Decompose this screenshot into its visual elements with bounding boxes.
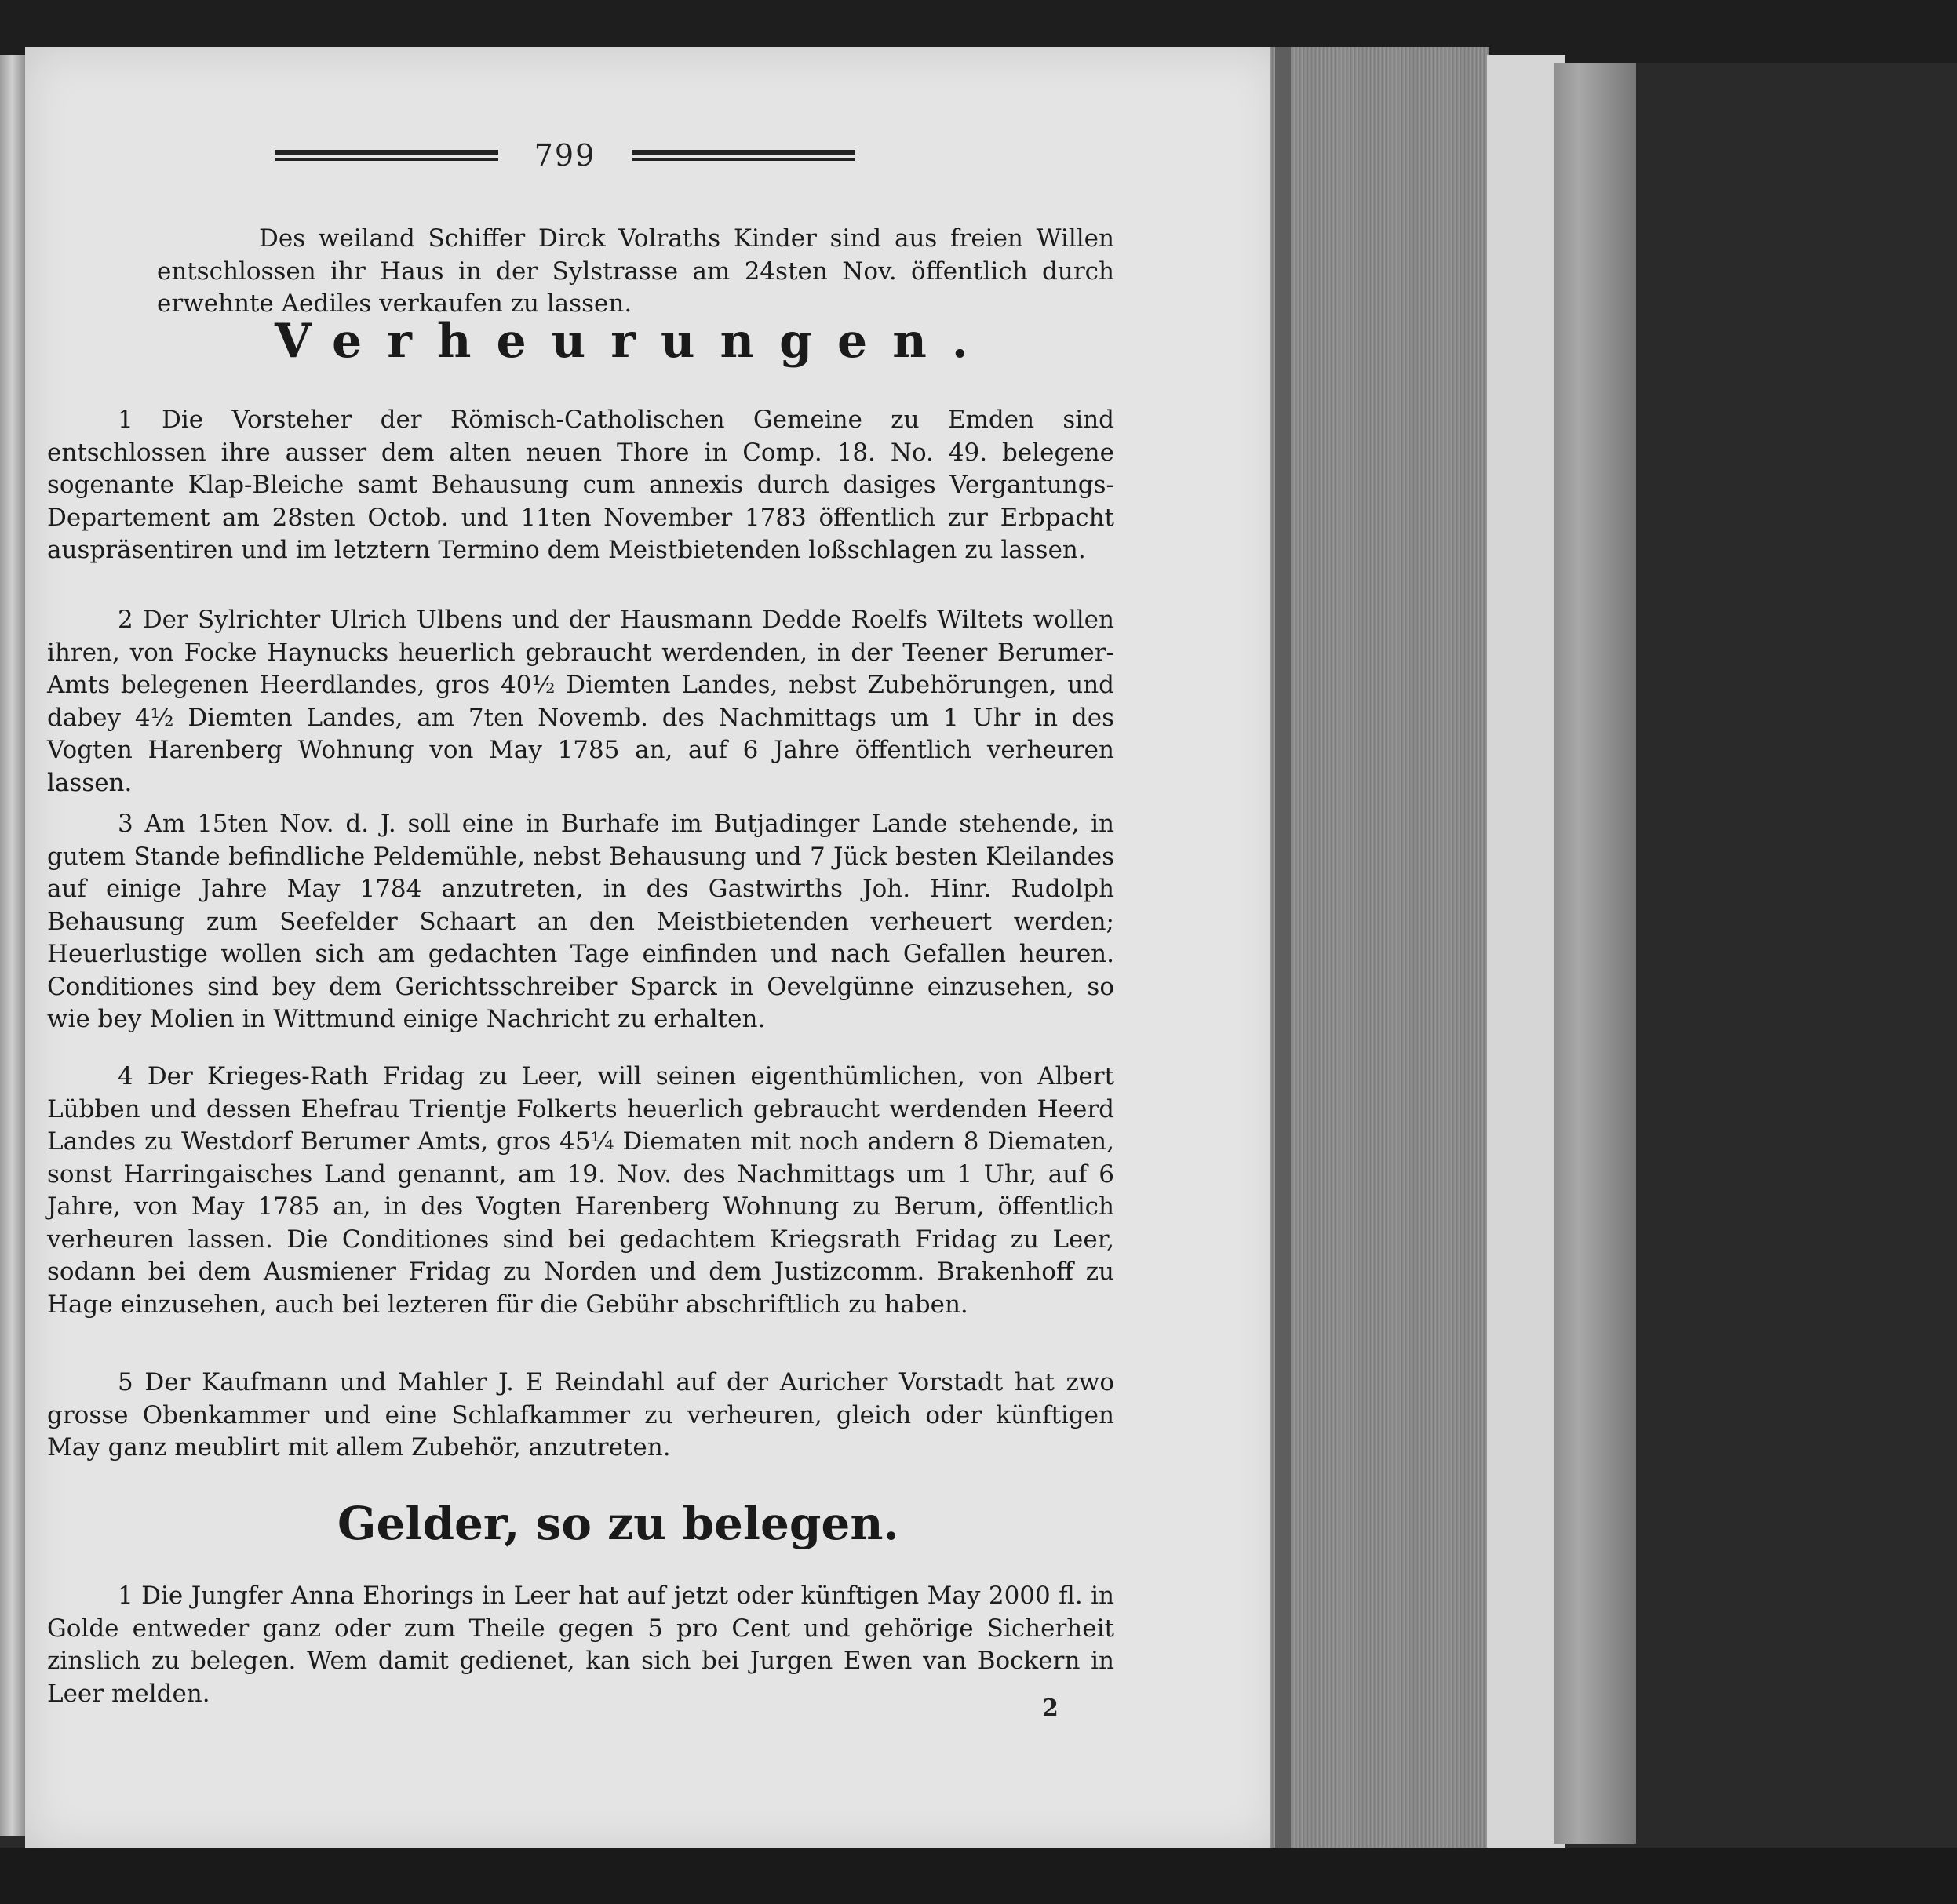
list-item: 5 Der Kaufmann und Mahler J. E Reindahl auf der Auricher Vorstadt hat zwo grosse Obenkammer und eine Schlafkammer zu verheuren, gleich oder künftigen May ganz meublirt mit allem Zubehör, anzutreten. bbox=[47, 1368, 1114, 1462]
item-1-block bbox=[47, 404, 1114, 567]
page-gutter-shadow bbox=[1275, 47, 1291, 1851]
item-4-block bbox=[47, 1061, 1114, 1321]
list-item: 4 Der Krieges-Rath Fridag zu Leer, will seinen eigenthümlichen, von Albert Lübben und dessen Ehefrau Trientje Folkerts heuerlich gebraucht werdenden Heerd Landes zu Westdorf Berumer Amts, gros 45¼ Diematen mit noch andern 8 Diematen, sonst Harringaisches Land genannt, am 19. Nov. des Nachmittags um 1 Uhr, auf 6 Jahre, von May 1785 an, in des Vogten Harenberg Wohnung zu Berum, öffentlich verheuren lassen. Die Conditiones sind bei gedachtem Kriegsrath Fridag zu Leer, sodann bei dem Ausmiener Fridag zu Norden und dem Justizcomm. Brakenhoff zu Hage einzusehen, auch bei lezteren für die Gebühr abschriftlich zu haben. bbox=[47, 1062, 1114, 1319]
page-block-edges bbox=[1270, 47, 1489, 1851]
intro-block bbox=[157, 223, 1114, 321]
section-heading-gelder: Gelder, so zu belegen. bbox=[337, 1497, 899, 1550]
intro-paragraph: Des weiland Schiffer Dirck Volraths Kinder sind aus freien Willen entschlossen ihr Haus in der Sylstrasse am 24sten Nov. öffentlich durch erwehnte Aediles verkaufen zu lassen. bbox=[157, 224, 1114, 318]
catchword: 2 bbox=[1042, 1695, 1059, 1722]
gelder-item-block bbox=[47, 1580, 1114, 1710]
item-5-block bbox=[47, 1367, 1114, 1465]
section-heading-verheurungen: Verheurungen. bbox=[275, 314, 993, 369]
list-item: 1 Die Jungfer Anna Ehorings in Leer hat auf jetzt oder künftigen May 2000 fl. in Golde entweder ganz oder zum Theile gegen 5 pro Cent und gehörige Sicherheit zinslich zu belegen. Wem damit gedienet, kan sich bei Jurgen Ewen van Bockern in Leer melden. bbox=[47, 1582, 1114, 1708]
header-rule-left bbox=[275, 150, 498, 161]
list-item: 2 Der Sylrichter Ulrich Ulbens und der Hausmann Dedde Roelfs Wiltets wollen ihren, von Focke Haynucks heuerlich gebraucht werdenden, in der Teener Berumer-Amts belegenen Heerdlandes, gros 40½ Diemten Landes, nebst Zubehörungen, und dabey 4½ Diemten Landes, am 7ten Novemb. des Nachmittags um 1 Uhr in des Vogten Harenberg Wohnung von May 1785 an, auf 6 Jahre öffentlich verheuren lassen. bbox=[47, 606, 1114, 797]
list-item: 1 Die Vorsteher der Römisch-Catholischen Gemeine zu Emden sind entschlossen ihre ausser dem alten neuen Thore in Comp. 18. No. 49. belegene sogenante Klap-Bleiche samt Behausung cum annexis durch dasiges Vergantungs-Departement am 28sten Octob. und 11ten November 1783 öffentlich zur Erbpacht auspräsentiren und im letztern Termino dem Meistbietenden loßschlagen zu lassen. bbox=[47, 406, 1114, 564]
item-2-block bbox=[47, 604, 1114, 799]
book-cover-back bbox=[1554, 63, 1636, 1844]
scanner-background-bottom bbox=[0, 1848, 1957, 1904]
header-rule-right bbox=[632, 150, 855, 161]
list-item: 3 Am 15ten Nov. d. J. soll eine in Burhafe im Butjadinger Lande stehende, in gutem Stande befindliche Peldemühle, nebst Behausung und 7 Jück besten Kleilandes auf einige Jahre May 1784 anzutreten, in des Gastwirths Joh. Hinr. Rudolph Behausung zum Seefelder Schaart an den Meistbietenden verheuert werden; Heuerlustige wollen sich am gedachten Tage einfinden und nach Gefallen heuren. Conditiones sind bey dem Gerichtsschreiber Sparck in Oevelgünne einzusehen, so wie bey Molien in Wittmund einige Nachricht zu erhalten. bbox=[47, 810, 1114, 1033]
page-number: 799 bbox=[534, 138, 596, 173]
item-3-block bbox=[47, 808, 1114, 1036]
page-header bbox=[275, 132, 855, 179]
